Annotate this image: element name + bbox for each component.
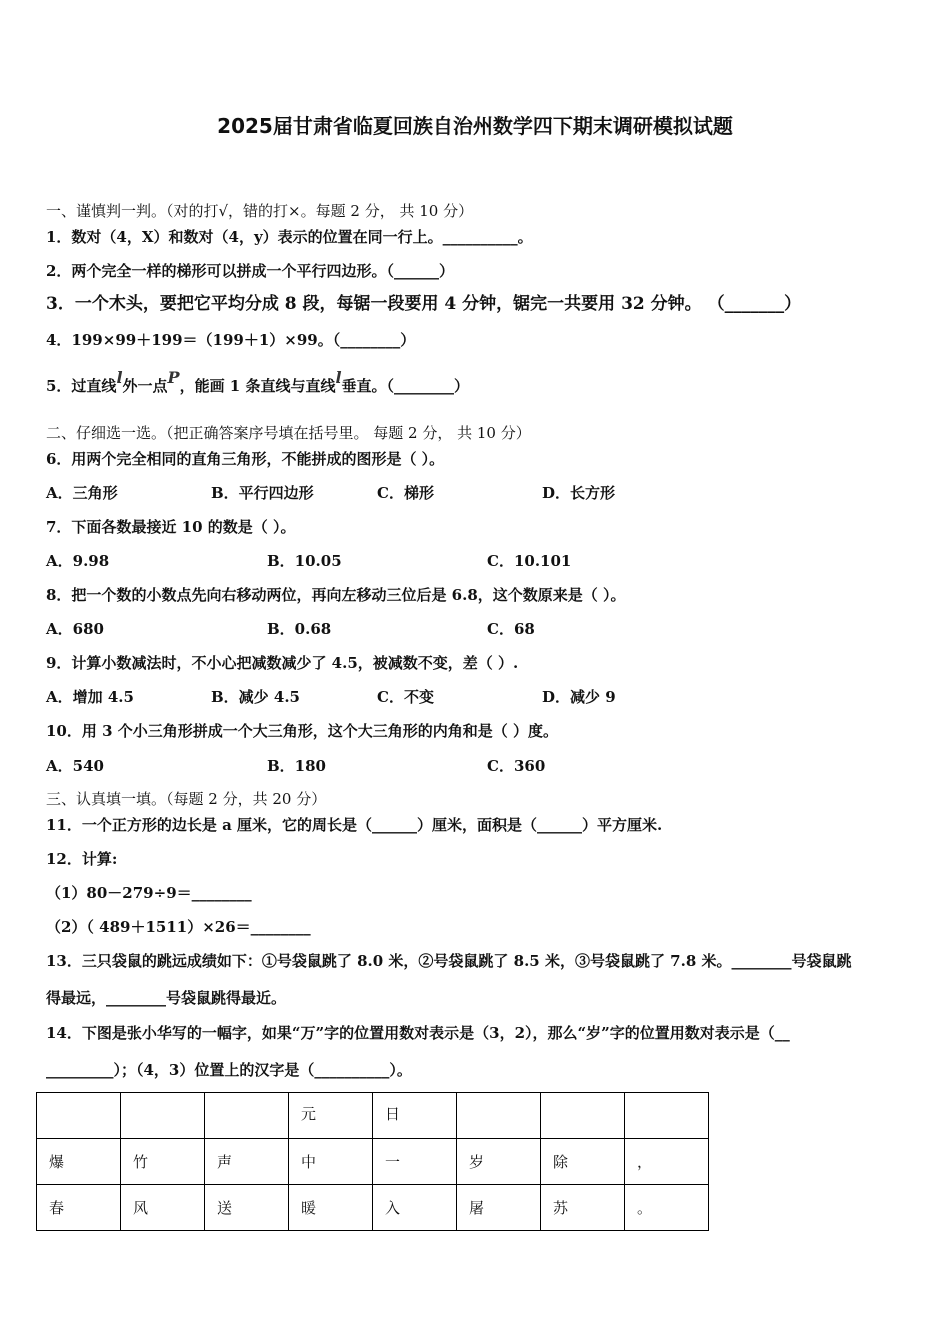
line-l-symbol-2: l <box>335 368 342 387</box>
question-14-line2: _________）；（4，3）位置上的汉字是（__________）。 <box>46 1061 412 1079</box>
grid-cell: 岁 <box>457 1139 541 1185</box>
q6-option-a: A．三角形 <box>46 484 118 502</box>
q10-option-b: B．180 <box>267 757 326 775</box>
grid-cell <box>205 1093 289 1139</box>
q5-part3: ，能画 1 条直线与直线 <box>179 377 336 395</box>
question-14-line1: 14．下图是张小华写的一幅字，如果“万”字的位置用数对表示是（3，2），那么“岁”字的位置用数对表示是（__ <box>46 1024 790 1042</box>
grid-cell: ， <box>625 1139 709 1185</box>
q10-option-a: A．540 <box>46 757 104 775</box>
question-13-line2: 得最远，________号袋鼠跳得最近。 <box>46 989 287 1007</box>
grid-row <box>37 1139 709 1185</box>
q6-option-d: D．长方形 <box>542 484 616 502</box>
grid-cell: 屠 <box>457 1185 541 1231</box>
question-11: 11．一个正方形的边长是 a 厘米，它的周长是（______）厘米，面积是（______）平方厘米. <box>46 816 663 834</box>
grid-cell: 入 <box>373 1185 457 1231</box>
question-12-part1: （1）80－279÷9＝________ <box>46 884 252 902</box>
point-p-symbol: P <box>167 368 180 387</box>
grid-cell <box>37 1093 121 1139</box>
grid-cell: 风 <box>121 1185 205 1231</box>
q7-option-a: A．9.98 <box>46 552 110 570</box>
q7-option-c: C．10.101 <box>487 552 572 570</box>
question-3: 3．一个木头，要把它平均分成 8 段，每锯一段要用 4 分钟，锯完一共要用 32 分钟。 （_______） <box>46 294 802 314</box>
grid-cell: 除 <box>541 1139 625 1185</box>
grid-row <box>37 1093 709 1139</box>
q8-option-a: A．680 <box>46 620 104 638</box>
question-2: 2．两个完全一样的梯形可以拼成一个平行四边形。（______） <box>46 262 454 280</box>
section2-header: 二、仔细选一选。（把正确答案序号填在括号里。 每题 2 分， 共 10 分） <box>46 424 531 442</box>
grid-cell: 。 <box>625 1185 709 1231</box>
grid-cell: 声 <box>205 1139 289 1185</box>
q8-option-b: B．0.68 <box>267 620 332 638</box>
question-4: 4．199×99＋199＝（199＋1）×99。（________） <box>46 331 416 349</box>
q9-option-d: D．减少 9 <box>542 688 616 706</box>
grid-cell <box>457 1093 541 1139</box>
q8-option-c: C．68 <box>487 620 535 638</box>
grid-cell: 爆 <box>37 1139 121 1185</box>
section3-header: 三、认真填一填。（每题 2 分，共 20 分） <box>46 790 327 808</box>
q9-option-a: A．增加 4.5 <box>46 688 134 706</box>
q5-part1: 5．过直线 <box>46 377 117 395</box>
question-5 <box>46 368 470 396</box>
grid-row <box>37 1185 709 1231</box>
q5-part4: 垂直。（________） <box>341 377 470 395</box>
question-12: 12．计算: <box>46 850 118 868</box>
question-8: 8．把一个数的小数点先向右移动两位，再向左移动三位后是 6.8，这个数原来是（ ）。 <box>46 586 626 604</box>
question-12-part2: （2）（ 489＋1511）×26＝________ <box>46 918 311 936</box>
q9-option-b: B．减少 4.5 <box>211 688 300 706</box>
page-title: 2025届甘肃省临夏回族自治州数学四下期末调研模拟试题 <box>217 114 733 138</box>
grid-cell: 暖 <box>289 1185 373 1231</box>
question-10: 10．用 3 个小三角形拼成一个大三角形，这个大三角形的内角和是（ ）度。 <box>46 722 558 740</box>
grid-cell: 苏 <box>541 1185 625 1231</box>
question-13-line1: 13．三只袋鼠的跳远成绩如下：①号袋鼠跳了 8.0 米，②号袋鼠跳了 8.5 米，③号袋鼠跳了 7.8 米。________号袋鼠跳 <box>46 952 852 970</box>
grid-cell: 元 <box>289 1093 373 1139</box>
grid-cell: 中 <box>289 1139 373 1185</box>
section1-header: 一、谨慎判一判。（对的打√，错的打×。每题 2 分， 共 10 分） <box>46 202 474 220</box>
grid-cell: 竹 <box>121 1139 205 1185</box>
q9-option-c: C．不变 <box>377 688 434 706</box>
q5-part2: 外一点 <box>122 377 168 395</box>
grid-cell: 送 <box>205 1185 289 1231</box>
grid-cell <box>625 1093 709 1139</box>
q10-option-c: C．360 <box>487 757 546 775</box>
grid-cell: 春 <box>37 1185 121 1231</box>
character-grid <box>36 1092 709 1231</box>
question-6: 6．用两个完全相同的直角三角形，不能拼成的图形是（ ）。 <box>46 450 445 468</box>
grid-cell <box>121 1093 205 1139</box>
grid-cell <box>541 1093 625 1139</box>
q6-option-c: C．梯形 <box>377 484 434 502</box>
question-9: 9．计算小数减法时，不小心把减数减少了 4.5，被减数不变，差（ ）. <box>46 654 519 672</box>
question-1: 1．数对（4，X）和数对（4，y）表示的位置在同一行上。__________。 <box>46 228 533 246</box>
q6-option-b: B．平行四边形 <box>211 484 314 502</box>
grid-cell: 日 <box>373 1093 457 1139</box>
q7-option-b: B．10.05 <box>267 552 342 570</box>
grid-cell: 一 <box>373 1139 457 1185</box>
line-l-symbol: l <box>116 368 123 387</box>
question-7: 7．下面各数最接近 10 的数是（ ）。 <box>46 518 296 536</box>
